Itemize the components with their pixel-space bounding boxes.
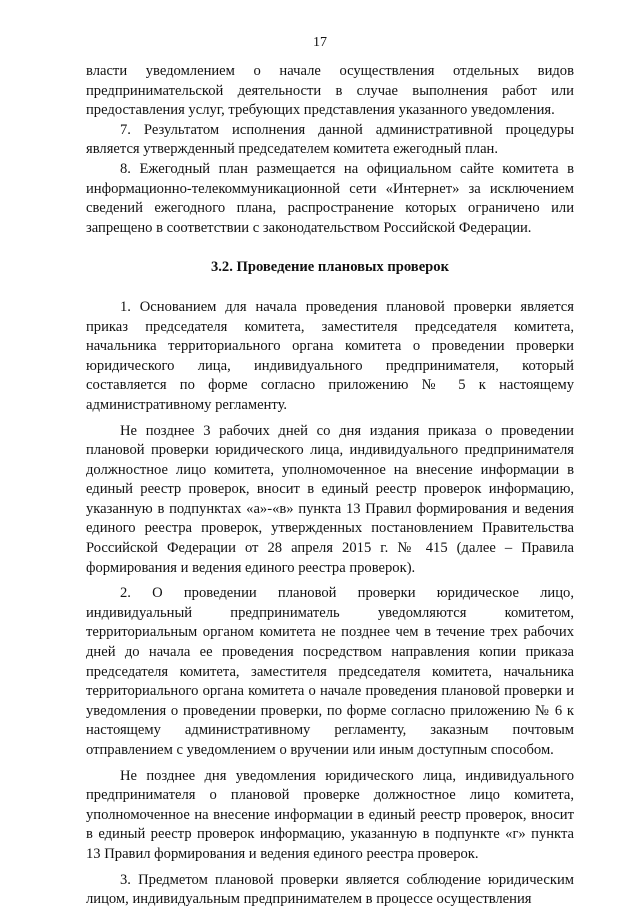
page-number: 17 [313, 35, 327, 50]
paragraph-continuation: власти уведомлением о начале осуществления отдельных видов предпринимательской деятельности в случае выполнения работ или предоставления услуг, требующих представления указанного уведомления. [86, 63, 574, 119]
paragraph-item-7: 7. Результатом исполнения данной административной процедуры является утвержденный председателем комитета ежегодный план. [86, 121, 574, 158]
paragraph-item-1: 1. Основанием для начала проведения плановой проверки является приказ председателя комитета, заместителя председателя комитета, начальника территориального органа комитета о проведении проверки юридического лица, индивидуального предпринимателя, который составляется по форме согласно приложению № 5 к настоящему административному регламенту. [86, 298, 574, 413]
section-heading: 3.2. Проведение плановых проверок [210, 259, 449, 276]
paragraph-item-2: 2. О проведении плановой проверки юридическое лицо, индивидуальный предприниматель уведомляются комитетом, территориальным органом комитета не позднее чем в течение трех рабочих дней до начала ее проведения посредством направления копии приказа председателя комитета, заместителя председателя комитета, начальника территориального органа комитета о начале проведения плановой проверки и уведомления о проведении проверки, по форме согласно приложению № 6 к настоящему административному регламенту, заказным почтовым отправлением с уведомлением о вручении или иным доступным способом. [86, 585, 574, 758]
document-body [86, 62, 574, 910]
paragraph-item-3: 3. Предметом плановой проверки является соблюдение юридическим лицом, индивидуальным предпринимателем в процессе осуществления [86, 871, 574, 908]
paragraph-registry-entry: Не позднее 3 рабочих дней со дня издания приказа о проведении плановой проверки юридического лица, индивидуального предпринимателя должностное лицо комитета, уполномоченное на внесение информации в единый реестр проверок, вносит в единый реестр проверок информацию, указанную в подпунктах «а»-«в» пункта 13 Правил формирования и ведения единого реестра проверок, утвержденных постановлением Правительства Российской Федерации от 28 апреля 2015 г. № 415 (далее – Правила формирования и ведения единого реестра проверок). [86, 422, 574, 576]
paragraph-notification-registry: Не позднее дня уведомления юридического лица, индивидуального предпринимателя о плановой проверке должностное лицо комитета, уполномоченное на внесение информации в единый реестр проверок, вносит в единый реестр проверок информацию, указанную в подпункте «г» пункта 13 Правил формирования и ведения единого реестра проверок. [86, 767, 574, 862]
paragraph-item-8: 8. Ежегодный план размещается на официальном сайте комитета в информационно-телекоммуникационной сети «Интернет» за исключением сведений ежегодного плана, распространение которых ограничено или запрещено в соответствии с законодательством Российской Федерации. [86, 160, 574, 236]
